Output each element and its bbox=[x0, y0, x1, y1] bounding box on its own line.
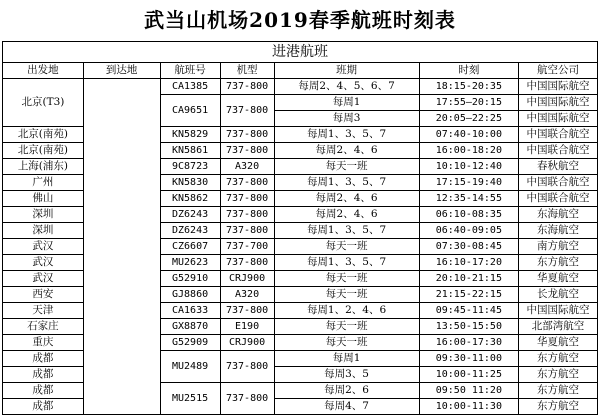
cell-flight: KN5829 bbox=[160, 127, 220, 143]
cell-aircraft: 737-800 bbox=[220, 127, 274, 143]
cell-days: 每天一班 bbox=[274, 159, 419, 175]
cell-aircraft: 737-800 bbox=[220, 143, 274, 159]
cell-flight: MU2489 bbox=[160, 351, 220, 383]
cell-flight: DZ6243 bbox=[160, 207, 220, 223]
cell-flight: CA9651 bbox=[160, 95, 220, 127]
cell-time: 20:05—22:25 bbox=[419, 111, 518, 127]
cell-days: 每天一班 bbox=[274, 335, 419, 351]
cell-flight: MU2515 bbox=[160, 383, 220, 415]
cell-aircraft: CRJ900 bbox=[220, 271, 274, 287]
cell-time: 10:00-11:25 bbox=[419, 367, 518, 383]
cell-days: 每天一班 bbox=[274, 239, 419, 255]
cell-time: 21:15-22:15 bbox=[419, 287, 518, 303]
column-header: 出发地 bbox=[3, 63, 84, 79]
cell-aircraft: A320 bbox=[220, 159, 274, 175]
cell-airline: 东海航空 bbox=[519, 207, 598, 223]
cell-days: 每周1、3、5、7 bbox=[274, 175, 419, 191]
column-header: 时刻 bbox=[419, 63, 518, 79]
cell-airline: 华夏航空 bbox=[519, 335, 598, 351]
cell-flight: KN5862 bbox=[160, 191, 220, 207]
cell-airline: 东方航空 bbox=[519, 367, 598, 383]
cell-airline: 北部湾航空 bbox=[519, 319, 598, 335]
cell-airline: 东海航空 bbox=[519, 223, 598, 239]
cell-airline: 东方航空 bbox=[519, 399, 598, 415]
page-title: 武当山机场2019春季航班时刻表 bbox=[144, 8, 456, 32]
cell-flight: GJ8860 bbox=[160, 287, 220, 303]
cell-from: 北京(南苑) bbox=[3, 127, 84, 143]
cell-from: 天津 bbox=[3, 303, 84, 319]
column-header: 航空公司 bbox=[519, 63, 598, 79]
cell-from: 武汉 bbox=[3, 239, 84, 255]
column-header: 机型 bbox=[220, 63, 274, 79]
cell-airline: 中国联合航空 bbox=[519, 127, 598, 143]
cell-flight: CA1633 bbox=[160, 303, 220, 319]
arrivals-table bbox=[2, 41, 598, 415]
cell-from: 成都 bbox=[3, 351, 84, 367]
cell-days: 每周4、7 bbox=[274, 399, 419, 415]
cell-aircraft: 737-800 bbox=[220, 175, 274, 191]
cell-time: 07:30-08:45 bbox=[419, 239, 518, 255]
cell-flight: KN5830 bbox=[160, 175, 220, 191]
cell-days: 每天一班 bbox=[274, 287, 419, 303]
cell-from: 石家庄 bbox=[3, 319, 84, 335]
cell-airline: 中国联合航空 bbox=[519, 191, 598, 207]
cell-time: 18:15-20:35 bbox=[419, 79, 518, 95]
cell-aircraft: A320 bbox=[220, 287, 274, 303]
flight-rows bbox=[3, 79, 598, 415]
cell-time: 06:10-08:35 bbox=[419, 207, 518, 223]
cell-flight: G52909 bbox=[160, 335, 220, 351]
cell-from: 武汉 bbox=[3, 271, 84, 287]
cell-aircraft: 737-800 bbox=[220, 351, 274, 383]
table-row bbox=[3, 79, 598, 95]
cell-from: 广州 bbox=[3, 175, 84, 191]
cell-airline: 长龙航空 bbox=[519, 287, 598, 303]
cell-from: 武汉 bbox=[3, 255, 84, 271]
cell-aircraft: 737-800 bbox=[220, 303, 274, 319]
cell-to bbox=[83, 79, 160, 415]
cell-days: 每周2、4、6 bbox=[274, 191, 419, 207]
cell-days: 每周2、4、6 bbox=[274, 207, 419, 223]
cell-aircraft: 737-700 bbox=[220, 239, 274, 255]
cell-time: 09:30-11:00 bbox=[419, 351, 518, 367]
cell-flight: CA1385 bbox=[160, 79, 220, 95]
cell-time: 20:10-21:15 bbox=[419, 271, 518, 287]
cell-airline: 东方航空 bbox=[519, 383, 598, 399]
cell-aircraft: 737-800 bbox=[220, 383, 274, 415]
cell-days: 每周1、3、5、7 bbox=[274, 255, 419, 271]
cell-from: 西安 bbox=[3, 287, 84, 303]
cell-aircraft: 737-800 bbox=[220, 79, 274, 95]
cell-time: 16:10-17:20 bbox=[419, 255, 518, 271]
cell-time: 17:15-19:40 bbox=[419, 175, 518, 191]
cell-days: 每周1 bbox=[274, 351, 419, 367]
cell-flight: DZ6243 bbox=[160, 223, 220, 239]
cell-flight: GX8870 bbox=[160, 319, 220, 335]
cell-time: 10:00-11:30 bbox=[419, 399, 518, 415]
cell-days: 每天一班 bbox=[274, 271, 419, 287]
cell-from: 北京(T3) bbox=[3, 79, 84, 127]
cell-from: 成都 bbox=[3, 367, 84, 383]
cell-flight: CZ6607 bbox=[160, 239, 220, 255]
section-title: 进港航班 bbox=[3, 42, 598, 63]
cell-days: 每周1、3、5、7 bbox=[274, 223, 419, 239]
cell-aircraft: CRJ900 bbox=[220, 335, 274, 351]
cell-airline: 中国联合航空 bbox=[519, 143, 598, 159]
cell-aircraft: 737-800 bbox=[220, 255, 274, 271]
header-row bbox=[3, 63, 598, 79]
cell-aircraft: 737-800 bbox=[220, 223, 274, 239]
cell-from: 上海(浦东) bbox=[3, 159, 84, 175]
cell-aircraft: 737-800 bbox=[220, 95, 274, 127]
cell-days: 每天一班 bbox=[274, 319, 419, 335]
cell-days: 每周1 bbox=[274, 95, 419, 111]
cell-time: 17:55—20:15 bbox=[419, 95, 518, 111]
cell-flight: MU2623 bbox=[160, 255, 220, 271]
cell-time: 09:45-11:45 bbox=[419, 303, 518, 319]
cell-days: 每周2、6 bbox=[274, 383, 419, 399]
cell-from: 重庆 bbox=[3, 335, 84, 351]
cell-airline: 南方航空 bbox=[519, 239, 598, 255]
cell-time: 06:40-09:05 bbox=[419, 223, 518, 239]
cell-airline: 中国国际航空 bbox=[519, 95, 598, 111]
cell-flight: 9C8723 bbox=[160, 159, 220, 175]
cell-time: 10:10-12:40 bbox=[419, 159, 518, 175]
cell-airline: 中国联合航空 bbox=[519, 175, 598, 191]
cell-from: 深圳 bbox=[3, 207, 84, 223]
cell-time: 16:00-18:20 bbox=[419, 143, 518, 159]
cell-days: 每周3、5 bbox=[274, 367, 419, 383]
cell-aircraft: E190 bbox=[220, 319, 274, 335]
cell-airline: 春秋航空 bbox=[519, 159, 598, 175]
cell-days: 每周1、2、4、6 bbox=[274, 303, 419, 319]
column-header: 到达地 bbox=[83, 63, 160, 79]
cell-airline: 华夏航空 bbox=[519, 271, 598, 287]
cell-time: 13:50-15:50 bbox=[419, 319, 518, 335]
cell-from: 成都 bbox=[3, 399, 84, 415]
cell-time: 16:00-17:30 bbox=[419, 335, 518, 351]
cell-airline: 中国国际航空 bbox=[519, 303, 598, 319]
cell-airline: 东方航空 bbox=[519, 351, 598, 367]
cell-aircraft: 737-800 bbox=[220, 191, 274, 207]
cell-airline: 中国国际航空 bbox=[519, 111, 598, 127]
cell-days: 每周1、3、5、7 bbox=[274, 127, 419, 143]
cell-time: 07:40-10:00 bbox=[419, 127, 518, 143]
cell-airline: 东方航空 bbox=[519, 255, 598, 271]
cell-aircraft: 737-800 bbox=[220, 207, 274, 223]
cell-flight: KN5861 bbox=[160, 143, 220, 159]
cell-time: 12:35-14:55 bbox=[419, 191, 518, 207]
cell-flight: G52910 bbox=[160, 271, 220, 287]
cell-time: 09:50 11:20 bbox=[419, 383, 518, 399]
column-header: 航班号 bbox=[160, 63, 220, 79]
cell-from: 成都 bbox=[3, 383, 84, 399]
cell-from: 北京(南苑) bbox=[3, 143, 84, 159]
cell-airline: 中国国际航空 bbox=[519, 79, 598, 95]
cell-from: 佛山 bbox=[3, 191, 84, 207]
cell-from: 深圳 bbox=[3, 223, 84, 239]
cell-days: 每周2、4、5、6、7 bbox=[274, 79, 419, 95]
cell-days: 每周3 bbox=[274, 111, 419, 127]
column-header: 班期 bbox=[274, 63, 419, 79]
cell-days: 每周2、4、6 bbox=[274, 143, 419, 159]
